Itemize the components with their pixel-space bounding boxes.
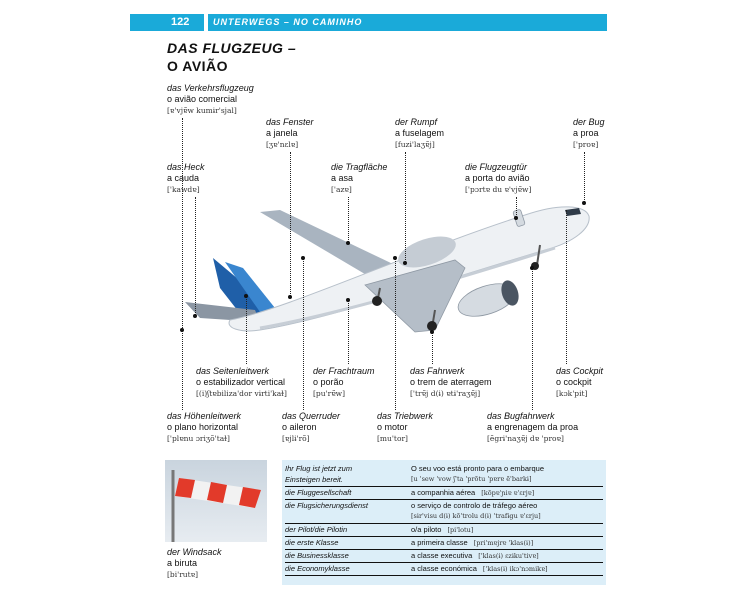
- leader-pin-querruder: [301, 256, 305, 260]
- leader-pin-bugfahrwerk: [530, 266, 534, 270]
- leader-line-triebwerk: [395, 258, 396, 410]
- label-fahrwerk: das Fahrwerk o trem de aterragem ['trɐ̃j d(ɨ) ɐtɨ'raʒɐ̃j]: [410, 366, 492, 398]
- leader-line-bug: [584, 152, 585, 202]
- table-row: Einsteigen bereit. [u 'sew 'vow ʃ'ta 'prõtu 'pɐrɐ ẽ'barkɨ]: [285, 475, 603, 487]
- leader-line-bugfahrwerk: [532, 268, 533, 410]
- table-row: Ihr Flug ist jetzt zum O seu voo está pronto para o embarque: [285, 464, 545, 473]
- table-row: die Economyklasse a classe económica ['klas(ɨ) ikɔ'nɔmikɐ]: [285, 564, 603, 576]
- page-title-de: DAS FLUGZEUG –: [167, 40, 297, 56]
- table-row: [sɨr'visu d(ɨ) kõ'trolu d(ɨ) 'trafɨgu ɐ'ɛrju]: [285, 512, 603, 524]
- airplane-illustration: [165, 170, 595, 340]
- leader-pin-seitenleitwerk: [244, 294, 248, 298]
- leader-pin-triebwerk: [393, 256, 397, 260]
- label-windsack: der Windsack a biruta [bi'rutɐ]: [167, 547, 222, 579]
- leader-line-verkehrsflugzeug: [182, 118, 183, 330]
- table-row: die Flugsicherungsdienst o serviço de controlo de tráfego aéreo: [285, 501, 538, 510]
- label-triebwerk: das Triebwerk o motor [mu'tor]: [377, 411, 433, 443]
- windsock-icon: [165, 460, 267, 542]
- header-bar: [130, 14, 607, 31]
- leader-pin-bug: [582, 201, 586, 205]
- phrase-table: [282, 460, 606, 585]
- leader-line-heck: [195, 197, 196, 315]
- leader-line-frachtraum: [348, 300, 349, 364]
- label-heck: das Heck a cauda ['kawdɐ]: [167, 162, 205, 194]
- label-bugfahrwerk: das Bugfahrwerk a engrenagem da proa [ẽgrɨ'naʒɐ̃j dɐ 'proɐ]: [487, 411, 579, 443]
- windsock-stripe-3: [239, 487, 261, 508]
- label-rumpf: der Rumpf a fuselagem [fuzɨ'laʒɐ̃j]: [395, 117, 445, 149]
- label-bug: der Bug a proa ['proɐ]: [573, 117, 605, 149]
- section-title: UNTERWEGS – NO CAMINHO: [213, 17, 363, 27]
- leader-pin-flugzeugtuer: [514, 216, 518, 220]
- page-number: 122: [171, 16, 190, 28]
- leader-pin-rumpf: [403, 261, 407, 265]
- label-cockpit: das Cockpit o cockpit [kɔk'pit]: [556, 366, 604, 398]
- table-row: die erste Klasse a primeira classe [pri'mɐjrɐ 'klas(ɨ)]: [285, 538, 603, 550]
- header-separator: [204, 14, 208, 31]
- table-row: der Pilot/die Pilotin o/a piloto [pi'lotu]: [285, 525, 603, 537]
- leader-line-fenster: [290, 152, 291, 296]
- table-row: die Businessklasse a classe executiva ['klas(ɨ) ɛzɨku'tivɐ]: [285, 551, 603, 563]
- leader-pin-fahrwerk: [430, 330, 434, 334]
- label-fenster: das Fenster a janela [ʒɐ'nɛlɐ]: [266, 117, 314, 149]
- windsock-photo: [165, 460, 267, 542]
- label-seitenleitwerk: das Seitenleitwerk o estabilizador vertical [(i)ʃtɐbiliza'dor vɨrti'kaɫ]: [196, 366, 287, 398]
- leader-line-cockpit: [566, 210, 567, 364]
- leader-line-flugzeugtuer: [516, 197, 517, 217]
- label-flugzeugtuer: die Flugzeugtür a porta do avião ['pɔrtɐ du ɐ'vjɐ̃w]: [465, 162, 532, 194]
- leader-line-rumpf: [405, 152, 406, 262]
- label-querruder: das Querruder o aileron [ɐjlɨ'rõ]: [282, 411, 341, 443]
- leader-line-fahrwerk: [432, 332, 433, 364]
- leader-pin-hoehenleitwerk: [180, 328, 184, 332]
- label-frachtraum: der Frachtraum o porão [pu'rɐ̃w]: [313, 366, 375, 398]
- table-row: die Fluggesellschaft a companhia aérea [kõpɐ'ɲiɐ ɐ'ɛrjɐ]: [285, 488, 603, 500]
- main-gear-wheel-left: [372, 296, 382, 306]
- leader-line-seitenleitwerk: [246, 296, 247, 364]
- leader-pin-fenster: [288, 295, 292, 299]
- leader-line-querruder: [303, 258, 304, 410]
- leader-pin-frachtraum: [346, 298, 350, 302]
- leader-line-tragflaeche: [348, 197, 349, 242]
- leader-line-hoehenleitwerk: [182, 330, 183, 410]
- label-verkehrsflugzeug: das Verkehrsflugzeug o avião comercial [ɐ'vjɐ̃w kumɨr'sjal]: [167, 83, 254, 115]
- label-tragflaeche: die Tragfläche a asa ['azɐ]: [331, 162, 388, 194]
- leader-pin-tragflaeche: [346, 241, 350, 245]
- leader-pin-heck: [193, 314, 197, 318]
- label-hoehenleitwerk: das Höhenleitwerk o plano horizontal ['plɐnu ɔriʒõ'taɫ]: [167, 411, 242, 443]
- page-title-pt: O AVIÃO: [167, 58, 229, 74]
